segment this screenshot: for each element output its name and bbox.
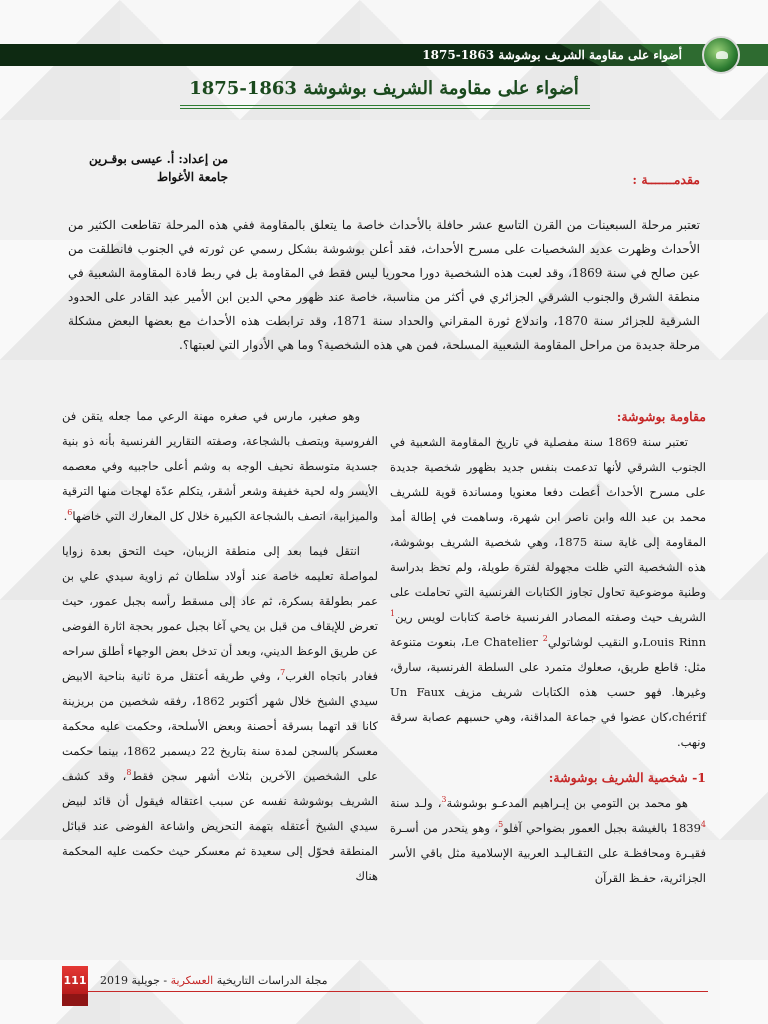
footnote-ref[interactable]: 7 bbox=[280, 668, 286, 678]
article-title: أضواء على مقاومة الشريف بوشوشة 1863-1875 bbox=[189, 78, 579, 99]
resistance-paragraph bbox=[390, 430, 706, 755]
biography-paragraph-1 bbox=[62, 404, 378, 529]
journal-name-prefix: مجلة الدراسات التاريخية bbox=[213, 974, 328, 987]
footnote-ref[interactable]: 4 bbox=[700, 820, 706, 830]
biography-text-e: ، وقد كشف الشريف بوشوشة نفسه عن سبب اعتقاله فيقول أن قائد لبيض سيدي الشيخ أعتقله بتهمة التحريض واشاعة الفوضى عند قبائل المنطقة فحوّل إلى سعيدة ثم معسكر حيث حكمت عليه المحكمة هناك bbox=[62, 769, 378, 883]
personality-text-b: ، ولـد سنة 1839 bbox=[390, 796, 701, 835]
biography-text-d: ، وفي طريقه أعتقل مرة ثانية بناحية الابيض سيدي الشيخ خلال شهر أكتوبر 1862، رفقه شخصين من بريزينة كانا قد اتهما بسرقة أحصنة وبعض الأسلحة، وحكمت عليه محكمة معسكر بالسجن لمدة سنة بتاريخ 22 ديسمبر 1862، بينما حكمت على الشخصين الآخرين بثلاث أشهر سجن فقط bbox=[62, 669, 379, 783]
footnote-ref[interactable]: 8 bbox=[126, 768, 132, 778]
footnote-ref[interactable]: 1 bbox=[390, 609, 396, 619]
resistance-text-a: تعتبر سنة 1869 سنة مفصلية في تاريخ المقاومة الشعبية في الجنوب الشرقي لأنها تدعمت بنفس جديد بظهور شخصية جديدة على مسرح الأحداث أعطت دفعا معنويا ومساندة قوية للشريف محمد بن عبد الله وابن ناصر ابن شهرة، وساهمت في إطالة أمد المقاومة إلى غاية سنة 1875، وهي شخصية الشريف بوشوشة، هذه الشخصية التي ظلت مجهولة لفترة طويلة، ولم تحظ بدراسة وطنية موضوعية تحاول تجاوز الكتابات الفرنسية التي تحاملت على الشريف حيث وصفته المصادر الفرنسية خاصة كتابات لويس رين bbox=[390, 435, 707, 624]
personality-paragraph bbox=[390, 791, 706, 891]
footer-rule bbox=[88, 991, 708, 992]
author-affiliation: جامعة الأغواط bbox=[157, 170, 228, 184]
right-column bbox=[390, 404, 706, 891]
footnote-ref[interactable]: 6 bbox=[67, 508, 73, 518]
author-name: من إعداد: أ. عيسى بوقـرين bbox=[88, 152, 228, 166]
resistance-text-b: Louis Rinn،و النقيب لوشاتولي bbox=[547, 635, 706, 649]
journal-date: - جويلية 2019 bbox=[100, 974, 171, 987]
biography-text-c: انتقل فيما بعد إلى منطقة الزيبان، حيث التحق بعدة زوايا لمواصلة تعليمه خاصة عند أولاد سلطان ثم زاوية سيدي علي بن عمر بطولقة بسكرة، ثم عاد إلى مسقط رأسه بجبل عمور، حيث تعرض للإيقاف من قبل بن يحي آغا بجبل عمور بحجة اثارة الفوضى عن طريق الوعظ الديني، وبعد أن تدخل بعض الوجهاء أطلق سراحه فغادر باتجاه الغرب bbox=[62, 544, 378, 683]
footnote-ref[interactable]: 2 bbox=[542, 634, 548, 644]
biography-paragraph-2 bbox=[62, 539, 378, 889]
personality-text-a: هو محمد بن التومي بن إبـراهيم المدعـو بوشوشة bbox=[446, 796, 688, 810]
resistance-text-c: Le Chatelier، بنعوت متنوعة مثل: قاطع طريق، صعلوك متمرد على السلطة الفرنسية، سارق، وغيرها. فهو حسب هذه الكتابات شريف مزيف Un Faux chérif،كان عضوا في جماعة المداقنة، وهي حسبهم عصابة سرقة ونهب. bbox=[390, 635, 706, 749]
journal-name bbox=[100, 974, 328, 987]
section-heading-personality: 1- شخصية الشريف بوشوشة: bbox=[548, 770, 706, 785]
author-block bbox=[89, 150, 228, 186]
personality-text-d: ، وهو ينحدر من أسـرة فقيـرة ومحافظـة على التقـاليـد العربية الإسلامية مثل باقي الأسر الجزائرية، حفـظ القرآن bbox=[390, 821, 706, 885]
intro-paragraph: تعتبر مرحلة السبعينات من القرن التاسع عشر حافلة بالأحداث خاصة ما يتعلق بالمقاومة ففي هذه المرحلة تقاطعت الكثير من الأحداث وظهرت عديد الشخصيات على مسرح الأحداث، فقد أعلن بوشوشة بشكل رسمي عن ثورته في الجنوب فانطلقت من عين صالح في سنة 1869، وقد لعبت هذه الشخصية دورا محوريا ليس فقط في المقاومة بل في ربط قادة المقاومة الشعبية في منطقة الشرق والجنوب الشرقي الجزائري في أكثر من مناسبة، خاصة عند ظهور محي الدين ابن الأمير عبد القادر على الحدود الشرقية للجزائر سنة 1870، واندلاع ثورة المقراني والحداد سنة 1871، وقد ترابطت هذه الأحداث مع بعضها البعض مشكلة مرحلة جديدة من مراحل المقاومة الشعبية المسلحة، فمن هي هذه الشخصية؟ وما هي الأدوار التي لعبتها؟. bbox=[68, 218, 700, 352]
footnote-ref[interactable]: 3 bbox=[441, 795, 447, 805]
biography-text-b: . bbox=[63, 509, 68, 523]
running-title: أضواء على مقاومة الشريف بوشوشة 1863-1875 bbox=[422, 48, 682, 62]
footer-corner-block bbox=[62, 994, 88, 1006]
page-number: 111 bbox=[63, 974, 87, 987]
page-footer bbox=[0, 966, 768, 1006]
journal-name-highlight: العسكرية bbox=[170, 974, 214, 987]
footnote-ref[interactable]: 5 bbox=[498, 820, 504, 830]
journal-emblem-icon bbox=[702, 36, 740, 74]
biography-text-a: وهو صغير، مارس في صغره مهنة الرعي مما جعله يتقن فن الفروسية ويتصف بالشجاعة، وصفته التقارير الفرنسية بأنه ذو بنية جسدية متوسطة نحيف الوجه به وشم أعلى حاجبيه وفي معصمه الأيسر وله لحية خفيفة وشعر أشقر، يتكلم عدّة لهجات منها الترقية والميزابية، اتصف بالشجاعة الكبيرة خلال كل المعارك التي خاضها bbox=[62, 409, 378, 523]
intro-heading: مقدمـــــــة : bbox=[632, 172, 700, 187]
personality-text-c: بالغيشة بجبل العمور بضواحي آفلو bbox=[503, 821, 672, 835]
left-column bbox=[62, 404, 378, 889]
section-heading-resistance: مقاومة بوشوشة: bbox=[616, 409, 706, 424]
title-underline bbox=[180, 105, 590, 109]
